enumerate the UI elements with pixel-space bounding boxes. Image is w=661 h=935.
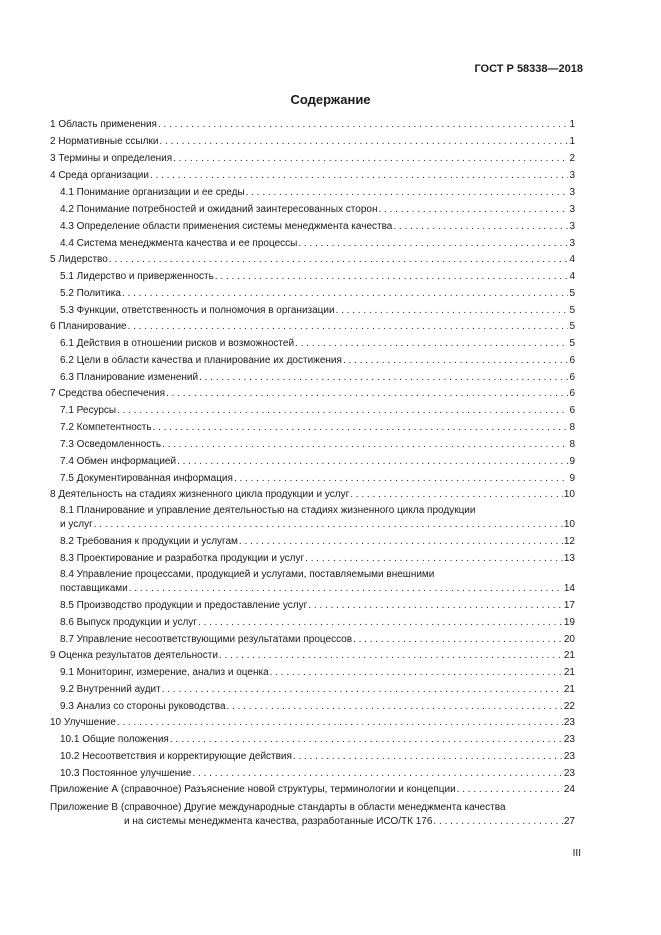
toc-entry-2[interactable] bbox=[50, 135, 575, 149]
leader-dots bbox=[353, 633, 563, 647]
toc-entry-page: 9 bbox=[569, 456, 575, 467]
leader-dots bbox=[234, 472, 569, 486]
toc-entry-title: 5.3 Функции, ответственность и полномочия в организации bbox=[60, 305, 335, 316]
leader-dots bbox=[215, 270, 569, 284]
toc-entry-9-1[interactable] bbox=[60, 666, 575, 680]
toc-entry-page: 3 bbox=[569, 170, 575, 181]
toc-entry-10-2[interactable] bbox=[60, 750, 575, 764]
leader-dots bbox=[117, 404, 568, 418]
toc-entry-7-3[interactable] bbox=[60, 438, 575, 452]
toc-entry-title: 4.1 Понимание организации и ее среды bbox=[60, 187, 245, 198]
leader-dots bbox=[128, 320, 569, 334]
leader-dots bbox=[166, 387, 568, 401]
toc-entry-title: 6 Планирование bbox=[50, 321, 127, 332]
toc-entry-title-continuation: поставщиками bbox=[60, 583, 128, 594]
toc-entry-page: 5 bbox=[569, 305, 575, 316]
toc-entry-page: 23 bbox=[563, 751, 575, 762]
toc-entry-page: 17 bbox=[563, 600, 575, 611]
leader-dots bbox=[122, 287, 568, 301]
toc-entry-10[interactable] bbox=[50, 716, 575, 730]
toc-entry-title: 10.2 Несоответствия и корректирующие действия bbox=[60, 751, 292, 762]
toc-entry-9-2[interactable] bbox=[60, 683, 575, 697]
toc-entry-title: 10 Улучшение bbox=[50, 717, 116, 728]
toc-entry-6-3[interactable] bbox=[60, 371, 575, 385]
toc-entry-page: 8 bbox=[569, 439, 575, 450]
toc-entry-page: 13 bbox=[563, 553, 575, 564]
toc-entry-page: 6 bbox=[569, 372, 575, 383]
toc-entry-title: 5.2 Политика bbox=[60, 288, 121, 299]
toc-entry-9-3[interactable] bbox=[60, 700, 575, 714]
page-title: Содержание bbox=[290, 92, 371, 107]
toc-entry-title: 4 Среда организации bbox=[50, 170, 149, 181]
toc-entry-7-5[interactable] bbox=[60, 472, 575, 486]
toc-entry-page: 3 bbox=[569, 204, 575, 215]
leader-dots bbox=[159, 135, 568, 149]
leader-dots bbox=[227, 700, 563, 714]
leader-dots bbox=[457, 783, 563, 797]
toc-entry-4[interactable] bbox=[50, 169, 575, 183]
toc-entry-page: 10 bbox=[563, 489, 575, 500]
leader-dots bbox=[199, 371, 568, 385]
leader-dots bbox=[433, 815, 562, 829]
toc-entry-page: 4 bbox=[569, 254, 575, 265]
toc-entry-title: 8.5 Производство продукции и предоставление услуг bbox=[60, 600, 308, 611]
leader-dots bbox=[298, 237, 568, 251]
toc-entry-page: 3 bbox=[569, 187, 575, 198]
toc-entry-8-7[interactable] bbox=[60, 633, 575, 647]
toc-entry-page: 2 bbox=[569, 153, 575, 164]
toc-entry-8[interactable] bbox=[50, 488, 575, 502]
toc-entry-title: 2 Нормативные ссылки bbox=[50, 136, 159, 147]
toc-entry-page: 23 bbox=[563, 768, 575, 779]
leader-dots bbox=[158, 118, 568, 132]
toc-entry-page: 10 bbox=[563, 519, 575, 530]
standard-designation: ГОСТ Р 58338—2018 bbox=[474, 63, 583, 75]
leader-dots bbox=[153, 421, 569, 435]
toc-entry-title: 7.2 Компетентность bbox=[60, 422, 152, 433]
toc-entry-title: 8 Деятельность на стадиях жизненного цикла продукции и услуг bbox=[50, 489, 350, 500]
toc-entry-title: 7 Средства обеспечения bbox=[50, 388, 166, 399]
toc-entry-page: 4 bbox=[569, 271, 575, 282]
toc-entry-title: 9.3 Анализ со стороны руководства bbox=[60, 701, 226, 712]
toc-entry-title: 9 Оценка результатов деятельности bbox=[50, 650, 218, 661]
toc-entry-10-1[interactable] bbox=[60, 733, 575, 747]
leader-dots bbox=[246, 186, 569, 200]
toc-entry-5-1[interactable] bbox=[60, 270, 575, 284]
toc-entry-title: 10.3 Постоянное улучшение bbox=[60, 768, 192, 779]
toc-entry-4-4[interactable] bbox=[60, 237, 575, 251]
toc-entry-6-2[interactable] bbox=[60, 354, 575, 368]
toc-entry-title: 5.1 Лидерство и приверженность bbox=[60, 271, 214, 282]
toc-entry-page: 21 bbox=[563, 684, 575, 695]
toc-entry-5-3[interactable] bbox=[60, 304, 575, 318]
toc-entry-4-2[interactable] bbox=[60, 203, 575, 217]
toc-entry-page: 8 bbox=[569, 422, 575, 433]
leader-dots bbox=[343, 354, 569, 368]
toc-entry-5[interactable] bbox=[50, 253, 575, 267]
leader-dots bbox=[94, 518, 563, 532]
toc-entry-title: 8.7 Управление несоответствующими результатами процессов bbox=[60, 634, 353, 645]
toc-entry-annex-a[interactable] bbox=[50, 783, 575, 797]
toc-entry-1[interactable] bbox=[50, 118, 575, 132]
toc-entry-title: 6.2 Цели в области качества и планирование их достижения bbox=[60, 355, 342, 366]
leader-dots bbox=[170, 733, 563, 747]
toc-entry-annex-b[interactable] bbox=[124, 815, 575, 829]
toc-entry-title: 8.2 Требования к продукции и услугам bbox=[60, 536, 238, 547]
toc-entry-8-1-first-line: 8.1 Планирование и управление деятельностью на стадиях жизненного цикла продукции bbox=[60, 505, 476, 516]
leader-dots bbox=[109, 253, 569, 267]
leader-dots bbox=[393, 220, 568, 234]
toc-entry-title: 7.1 Ресурсы bbox=[60, 405, 117, 416]
toc-entry-page: 23 bbox=[563, 717, 575, 728]
toc-entry-title: 6.1 Действия в отношении рисков и возможностей bbox=[60, 338, 295, 349]
toc-entry-title: 9.1 Мониторинг, измерение, анализ и оценка bbox=[60, 667, 269, 678]
leader-dots bbox=[219, 649, 563, 663]
toc-entry-page: 27 bbox=[563, 816, 575, 827]
toc-entry-9[interactable] bbox=[50, 649, 575, 663]
toc-entry-4-1[interactable] bbox=[60, 186, 575, 200]
toc-entry-page: 6 bbox=[569, 405, 575, 416]
leader-dots bbox=[150, 169, 569, 183]
toc-entry-page: 14 bbox=[563, 583, 575, 594]
toc-entry-page: 23 bbox=[563, 734, 575, 745]
toc-entry-page: 20 bbox=[563, 634, 575, 645]
toc-entry-8-5[interactable] bbox=[60, 599, 575, 613]
toc-entry-page: 12 bbox=[563, 536, 575, 547]
toc-entry-title: 6.3 Планирование изменений bbox=[60, 372, 199, 383]
toc-entry-page: 5 bbox=[569, 288, 575, 299]
leader-dots bbox=[117, 716, 563, 730]
toc-entry-page: 22 bbox=[563, 701, 575, 712]
leader-dots bbox=[198, 616, 563, 630]
toc-entry-title: 4.2 Понимание потребностей и ожиданий заинтересованных сторон bbox=[60, 204, 378, 215]
toc-entry-annex-b-first-line: Приложение В (справочное) Другие международные стандарты в области менеджмента качества bbox=[50, 802, 506, 813]
leader-dots bbox=[350, 488, 563, 502]
toc-entry-page: 6 bbox=[569, 355, 575, 366]
leader-dots bbox=[305, 552, 563, 566]
toc-entry-page: 5 bbox=[569, 321, 575, 332]
toc-entry-page: 21 bbox=[563, 667, 575, 678]
toc-entry-title: 1 Область применения bbox=[50, 119, 157, 130]
toc-entry-title-continuation: и на системы менеджмента качества, разработанные ИСО/ТК 176 bbox=[124, 816, 433, 827]
leader-dots bbox=[378, 203, 568, 217]
toc-entry-title: 7.3 Осведомленность bbox=[60, 439, 162, 450]
toc-entry-page: 24 bbox=[563, 784, 575, 795]
toc-entry-page: 1 bbox=[569, 136, 575, 147]
leader-dots bbox=[162, 683, 563, 697]
toc-entry-7-4[interactable] bbox=[60, 455, 575, 469]
toc-entry-title: 4.3 Определение области применения системы менеджмента качества bbox=[60, 221, 393, 232]
leader-dots bbox=[295, 337, 568, 351]
toc-entry-8-4-first-line: 8.4 Управление процессами, продукцией и услугами, поставляемыми внешними bbox=[60, 569, 435, 580]
toc-entry-page: 3 bbox=[569, 221, 575, 232]
toc-entry-8-2[interactable] bbox=[60, 535, 575, 549]
toc-entry-5-2[interactable] bbox=[60, 287, 575, 301]
toc-entry-6[interactable] bbox=[50, 320, 575, 334]
toc-entry-8-4[interactable] bbox=[60, 582, 575, 596]
leader-dots bbox=[162, 438, 568, 452]
toc-entry-4-3[interactable] bbox=[60, 220, 575, 234]
toc-entry-title: 4.4 Система менеджмента качества и ее процессы bbox=[60, 238, 298, 249]
leader-dots bbox=[129, 582, 563, 596]
toc-entry-title: 3 Термины и определения bbox=[50, 153, 173, 164]
toc-entry-title-continuation: и услуг bbox=[60, 519, 93, 530]
toc-entry-page: 1 bbox=[569, 119, 575, 130]
toc-entry-8-3[interactable] bbox=[60, 552, 575, 566]
toc-entry-7-2[interactable] bbox=[60, 421, 575, 435]
leader-dots bbox=[192, 767, 562, 781]
toc-entry-page: 3 bbox=[569, 238, 575, 249]
toc-entry-page: 9 bbox=[569, 473, 575, 484]
page-number: III bbox=[572, 848, 581, 859]
toc-entry-6-1[interactable] bbox=[60, 337, 575, 351]
leader-dots bbox=[270, 666, 563, 680]
leader-dots bbox=[239, 535, 563, 549]
leader-dots bbox=[177, 455, 568, 469]
toc-entry-title: 8.6 Выпуск продукции и услуг bbox=[60, 617, 197, 628]
toc-entry-3[interactable] bbox=[50, 152, 575, 166]
toc-entry-8-6[interactable] bbox=[60, 616, 575, 630]
toc-entry-page: 5 bbox=[569, 338, 575, 349]
leader-dots bbox=[336, 304, 569, 318]
toc-entry-title: 7.4 Обмен информацией bbox=[60, 456, 177, 467]
toc-entry-7[interactable] bbox=[50, 387, 575, 401]
toc-entry-page: 19 bbox=[563, 617, 575, 628]
toc-entry-page: 6 bbox=[569, 388, 575, 399]
leader-dots bbox=[293, 750, 563, 764]
toc-entry-title: 7.5 Документированная информация bbox=[60, 473, 233, 484]
toc-entry-title: 9.2 Внутренний аудит bbox=[60, 684, 161, 695]
leader-dots bbox=[173, 152, 568, 166]
leader-dots bbox=[308, 599, 563, 613]
toc-entry-7-1[interactable] bbox=[60, 404, 575, 418]
toc-entry-title: Приложение А (справочное) Разъяснение новой структуры, терминологии и концепции bbox=[50, 784, 456, 795]
toc-entry-8-1[interactable] bbox=[60, 518, 575, 532]
toc-entry-10-3[interactable] bbox=[60, 767, 575, 781]
toc-entry-title: 10.1 Общие положения bbox=[60, 734, 169, 745]
toc-entry-title: 8.3 Проектирование и разработка продукции и услуг bbox=[60, 553, 305, 564]
toc-entry-title: 5 Лидерство bbox=[50, 254, 108, 265]
toc-entry-page: 21 bbox=[563, 650, 575, 661]
